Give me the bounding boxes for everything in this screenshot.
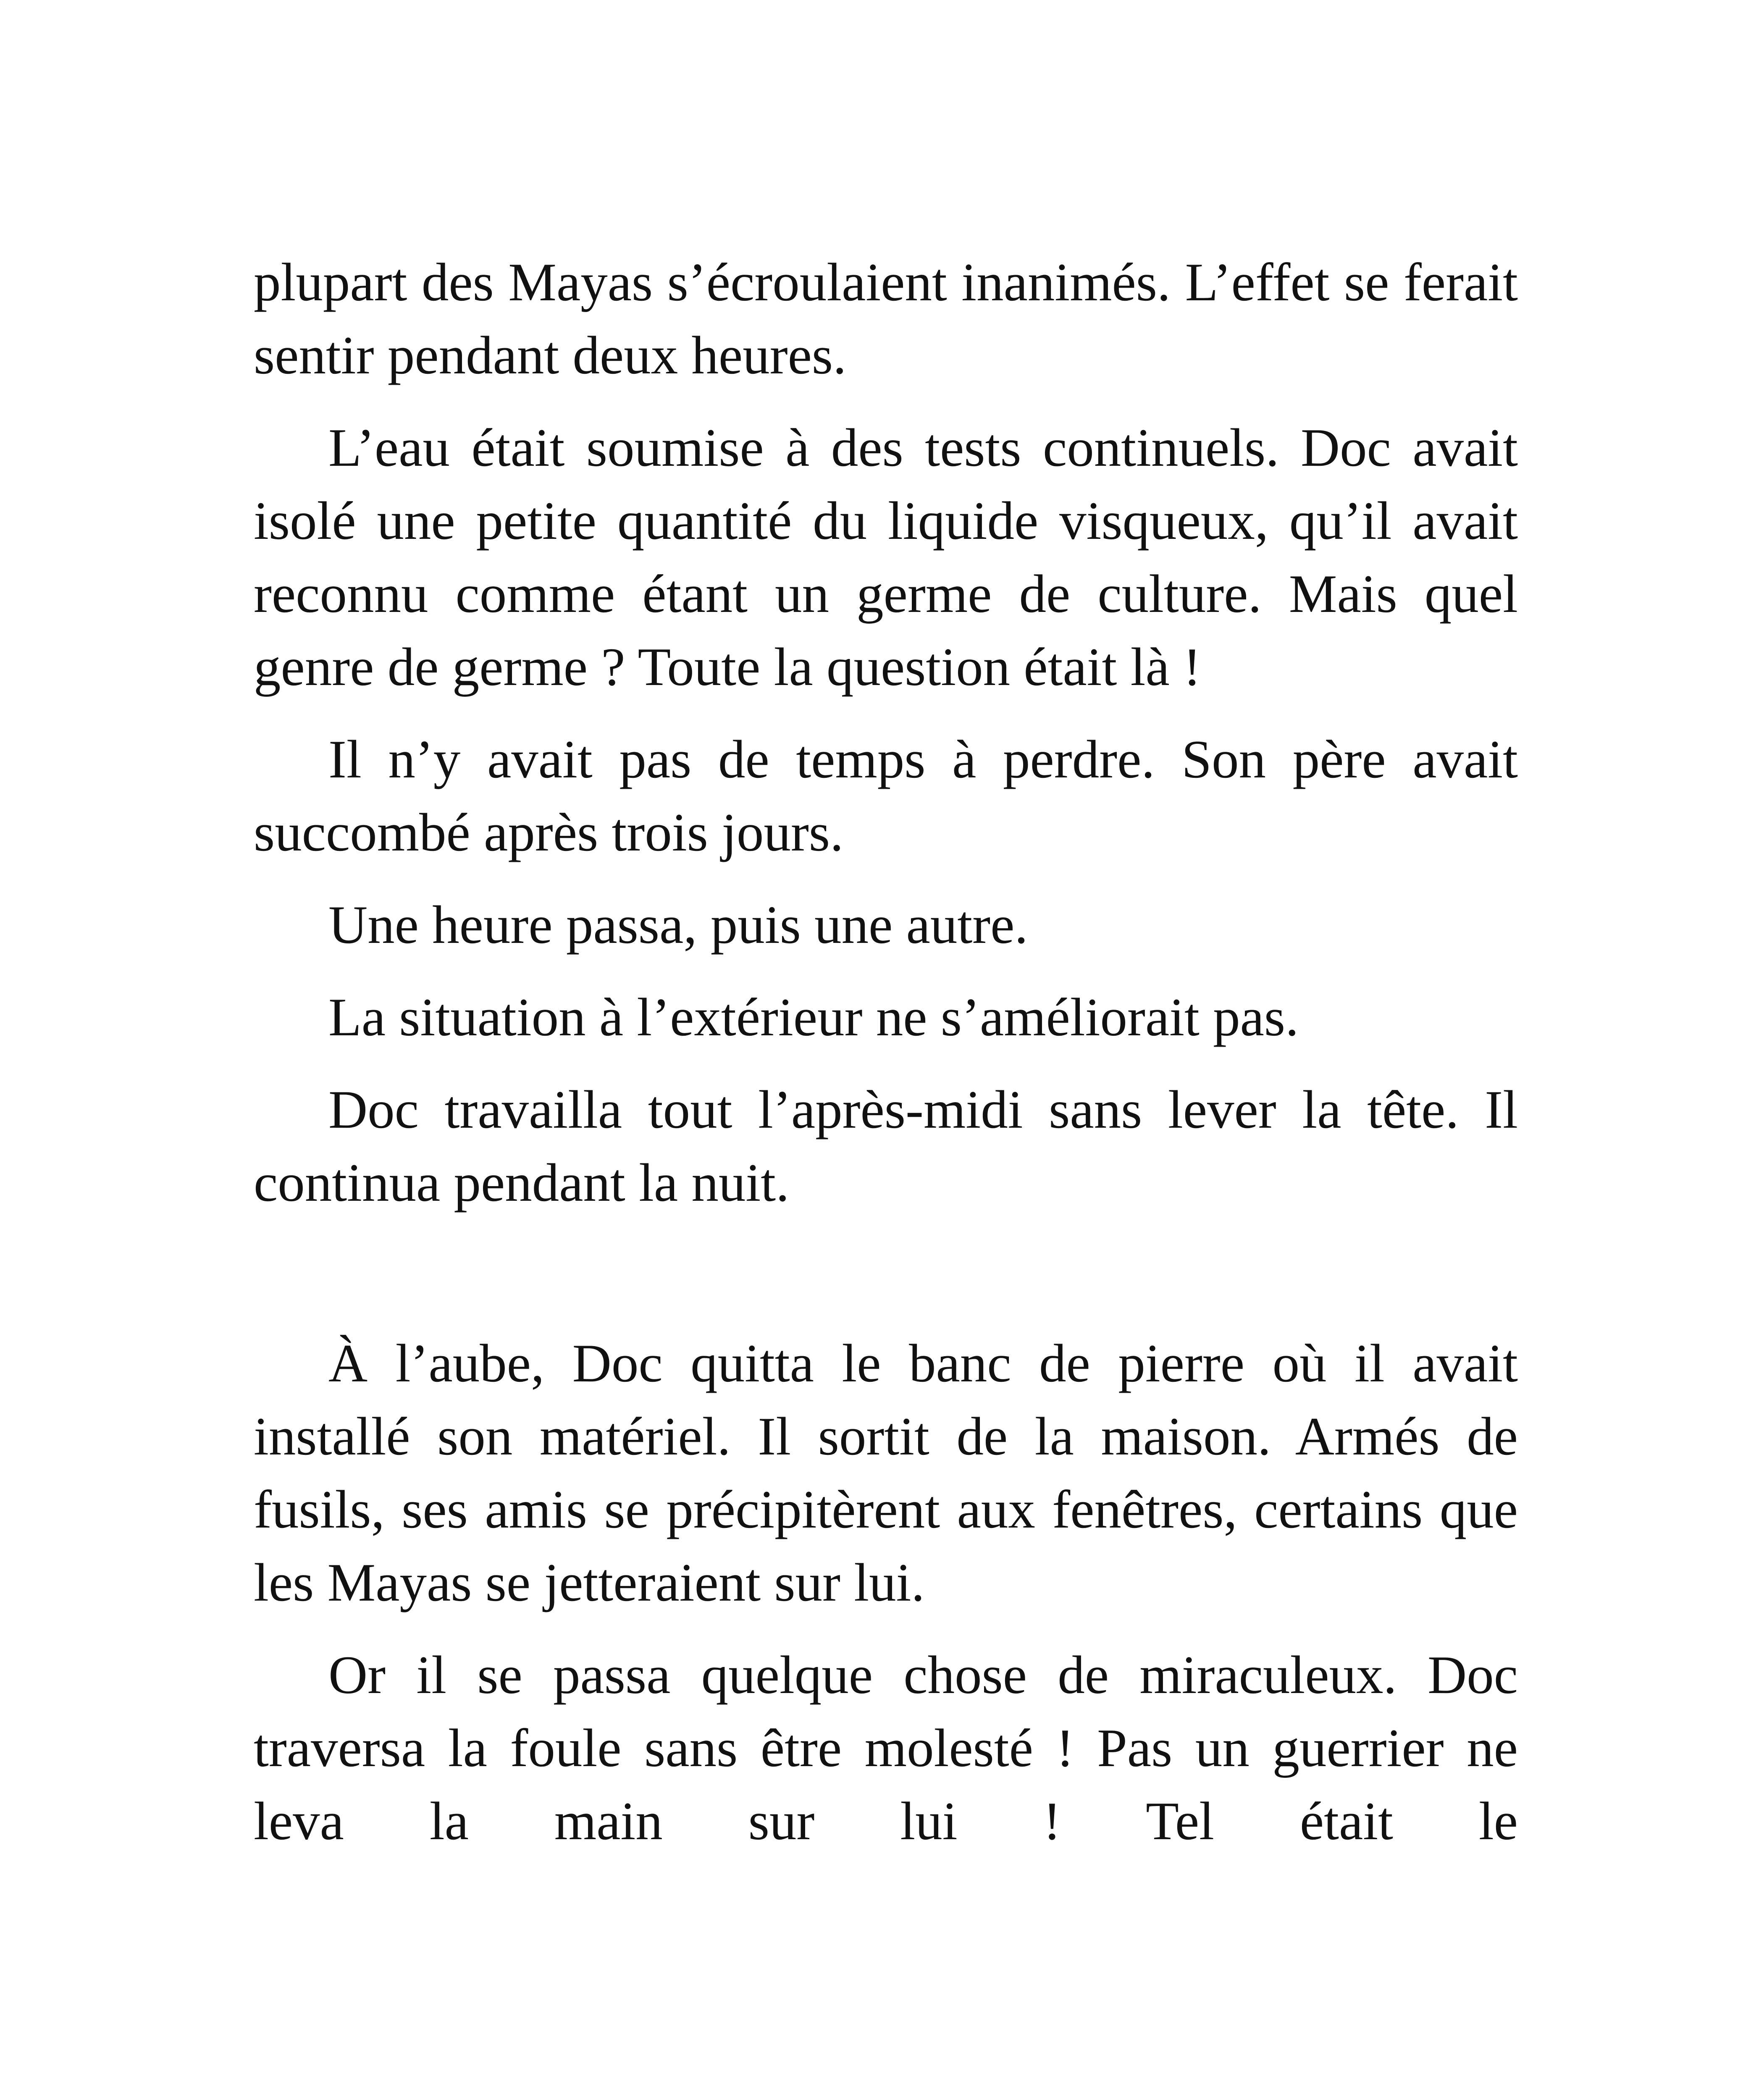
paragraph-2: L’eau était soumise à des tests continuels. Doc avait isolé une petite quantité du liquide visqueux, qu’il avait reconnu comme étant un germe de culture. Mais quel genre de germe ? Toute la question était là !	[254, 417, 1518, 697]
paragraph-6: Doc travailla tout l’après-midi sans lever la tête. Il continua pendant la nuit.	[254, 1079, 1518, 1213]
paragraph-3: Il n’y avait pas de temps à perdre. Son père avait succombé après trois jours.	[254, 729, 1518, 862]
paragraph-1: plupart des Mayas s’écroulaient inanimés. L’effet se ferait sentir pendant deux heures.	[254, 252, 1518, 385]
paragraph-8: Or il se passa quelque chose de miraculeux. Doc traversa la foule sans être molesté ! Pas un guerrier ne leva la main sur lui ! Tel était le	[254, 1645, 1518, 1851]
paragraph-5: La situation à l’extérieur ne s’améliorait pas.	[328, 987, 1299, 1047]
scene-break	[254, 1239, 1518, 1327]
paragraph-7: À l’aube, Doc quitta le banc de pierre où il avait installé son matériel. Il sortit de la maison. Armés de fusils, ses amis se précipitèrent aux fenêtres, certains que les Mayas se jetteraient sur lui.	[254, 1333, 1518, 1612]
paragraph-4: Une heure passa, puis une autre.	[328, 895, 1028, 955]
page-body	[254, 246, 1518, 1877]
